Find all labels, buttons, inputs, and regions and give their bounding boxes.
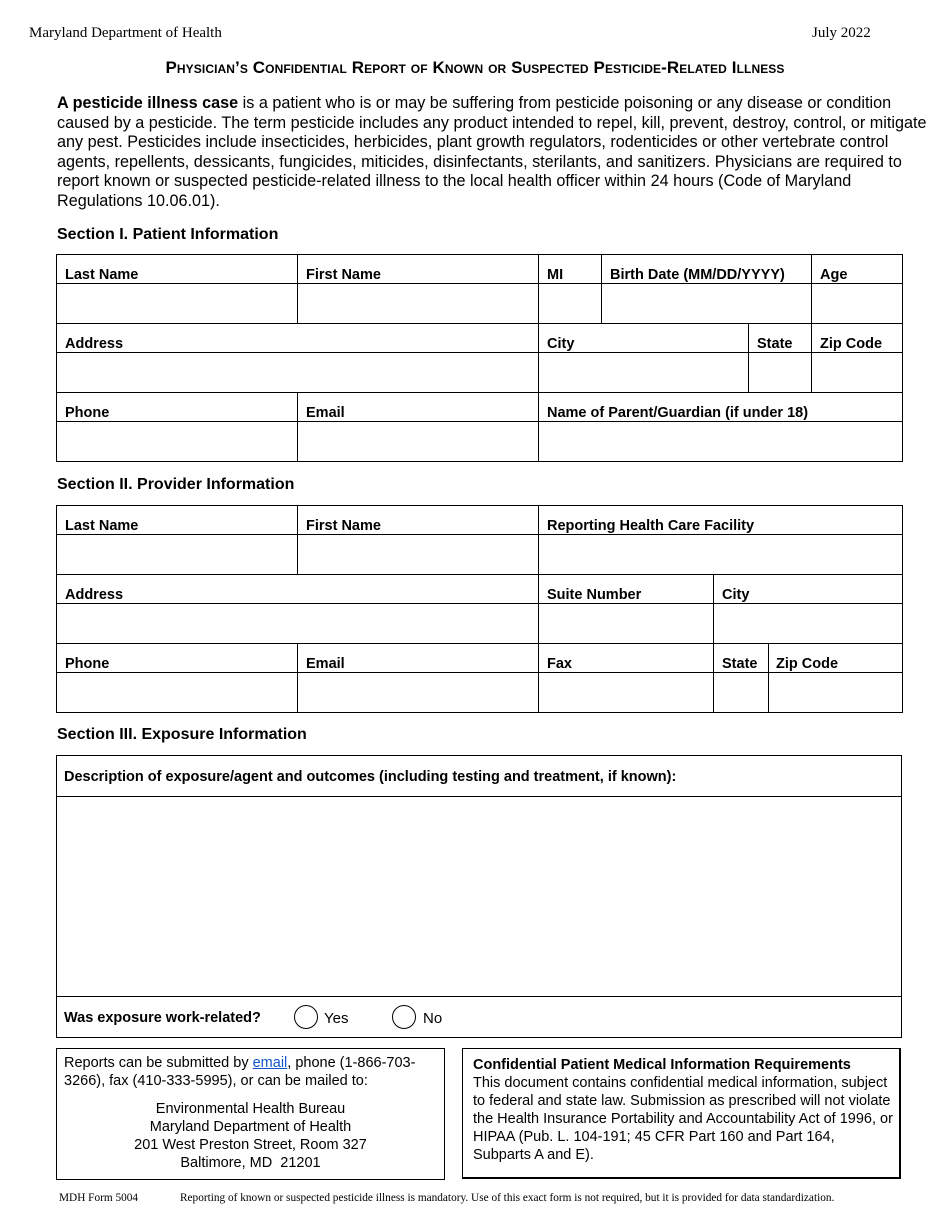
provider-address-field[interactable] bbox=[57, 604, 539, 644]
address-line-4: Baltimore, MD 21201 bbox=[180, 1155, 321, 1171]
work-related-yes-radio[interactable] bbox=[294, 1005, 318, 1029]
section-1-title: Section I. Patient Information bbox=[57, 226, 279, 243]
address-line-3: 201 West Preston Street, Room 327 bbox=[134, 1137, 367, 1153]
provider-facility-field[interactable] bbox=[539, 535, 903, 575]
patient-guardian-label: Name of Parent/Guardian (if under 18) bbox=[539, 393, 903, 422]
patient-email-field[interactable] bbox=[298, 422, 539, 462]
patient-mi-label: MI bbox=[539, 255, 602, 284]
page-title: Physician’s Confidential Report of Known or Suspected Pesticide-Related Illness bbox=[165, 58, 785, 77]
provider-fax-label: Fax bbox=[539, 644, 714, 673]
patient-phone-field[interactable] bbox=[57, 422, 298, 462]
provider-first-name-field[interactable] bbox=[298, 535, 539, 575]
footer-note: Reporting of known or suspected pesticide illness is mandatory. Use of this exact form is not required, but it is provided for data standardization. bbox=[180, 1192, 835, 1204]
submission-text-before: Reports can be submitted by bbox=[64, 1055, 253, 1071]
patient-last-name-field[interactable] bbox=[57, 284, 298, 324]
submission-text-after: , phone (1-866-703-3266), fax (410-333-5995), or can be mailed to: bbox=[64, 1055, 416, 1089]
patient-first-name-label: First Name bbox=[298, 255, 539, 284]
provider-city-label: City bbox=[714, 575, 903, 604]
patient-first-name-field[interactable] bbox=[298, 284, 539, 324]
patient-email-label: Email bbox=[298, 393, 539, 422]
patient-zip-label: Zip Code bbox=[812, 324, 903, 353]
address-line-2: Maryland Department of Health bbox=[149, 1119, 352, 1135]
confidential-text bbox=[473, 1056, 893, 1164]
section-3-title: Section III. Exposure Information bbox=[57, 726, 307, 743]
exposure-description-label: Description of exposure/agent and outcomes (including testing and treatment, if known): bbox=[64, 769, 677, 785]
patient-guardian-field[interactable] bbox=[539, 422, 903, 462]
work-related-no-radio[interactable] bbox=[392, 1005, 416, 1029]
patient-birth-date-field[interactable] bbox=[602, 284, 812, 324]
provider-info-table bbox=[56, 505, 903, 713]
intro-body: is a patient who is or may be suffering from pesticide poisoning or any disease or condition caused by a pesticide. The term pesticide includes any product intended to repel, kill, prevent, destroy, control, or mitigate any pest. Pesticides include insecticides, herbicides, plant growth regulators, rodenticides or other vertebrate control agents, repellents, dessicants, fungicides, miticides, disinfectants, sterilants, and sanitizers. Physicians are required to report known or suspected pesticide-related illness to the local health officer within 24 hours (Code of Maryland Regulations 10.06.01). bbox=[57, 94, 927, 210]
agency-name: Maryland Department of Health bbox=[29, 25, 222, 41]
confidential-title: Confidential Patient Medical Information Requirements bbox=[473, 1057, 851, 1073]
provider-zip-label: Zip Code bbox=[769, 644, 903, 673]
work-related-label: Was exposure work-related? bbox=[64, 1010, 261, 1026]
mailing-address bbox=[56, 1100, 445, 1172]
work-related-yes-label: Yes bbox=[324, 1010, 349, 1027]
patient-age-label: Age bbox=[812, 255, 903, 284]
patient-mi-field[interactable] bbox=[539, 284, 602, 324]
provider-last-name-label: Last Name bbox=[57, 506, 298, 535]
provider-facility-label: Reporting Health Care Facility bbox=[539, 506, 903, 535]
provider-address-label: Address bbox=[57, 575, 539, 604]
provider-city-field[interactable] bbox=[714, 604, 903, 644]
patient-info-table bbox=[56, 254, 903, 462]
patient-address-label: Address bbox=[57, 324, 539, 353]
patient-zip-field[interactable] bbox=[812, 353, 903, 393]
provider-zip-field[interactable] bbox=[769, 673, 903, 713]
address-line-1: Environmental Health Bureau bbox=[155, 1101, 346, 1117]
patient-address-field[interactable] bbox=[57, 353, 539, 393]
patient-last-name-label: Last Name bbox=[57, 255, 298, 284]
form-number: MDH Form 5004 bbox=[59, 1192, 139, 1204]
provider-email-label: Email bbox=[298, 644, 539, 673]
patient-age-field[interactable] bbox=[812, 284, 903, 324]
intro-lead: A pesticide illness case bbox=[57, 94, 239, 112]
section-2-title: Section II. Provider Information bbox=[57, 476, 295, 493]
provider-state-label: State bbox=[714, 644, 769, 673]
confidential-body: This document contains confidential medical information, subject to federal and state law. Submission as prescribed will not violate the Health Insurance Portability and Accountability Act of 1996, or HIPAA (Pub. L. 104-191; 45 CFR Part 160 and Part 164, Subparts A and E). bbox=[473, 1075, 893, 1163]
provider-first-name-label: First Name bbox=[298, 506, 539, 535]
intro-paragraph bbox=[57, 94, 937, 212]
provider-phone-label: Phone bbox=[57, 644, 298, 673]
provider-last-name-field[interactable] bbox=[57, 535, 298, 575]
provider-suite-label: Suite Number bbox=[539, 575, 714, 604]
patient-city-label: City bbox=[539, 324, 749, 353]
provider-suite-field[interactable] bbox=[539, 604, 714, 644]
patient-state-label: State bbox=[749, 324, 812, 353]
provider-fax-field[interactable] bbox=[539, 673, 714, 713]
patient-phone-label: Phone bbox=[57, 393, 298, 422]
patient-state-field[interactable] bbox=[749, 353, 812, 393]
provider-email-field[interactable] bbox=[298, 673, 539, 713]
patient-city-field[interactable] bbox=[539, 353, 749, 393]
exposure-description-field[interactable] bbox=[57, 797, 901, 996]
divider bbox=[57, 996, 901, 997]
provider-state-field[interactable] bbox=[714, 673, 769, 713]
submission-text bbox=[64, 1055, 439, 1090]
email-link[interactable]: email bbox=[252, 1055, 288, 1071]
patient-birth-date-label: Birth Date (MM/DD/YYYY) bbox=[602, 255, 812, 284]
provider-phone-field[interactable] bbox=[57, 673, 298, 713]
form-date: July 2022 bbox=[812, 25, 871, 41]
work-related-no-label: No bbox=[423, 1010, 443, 1027]
